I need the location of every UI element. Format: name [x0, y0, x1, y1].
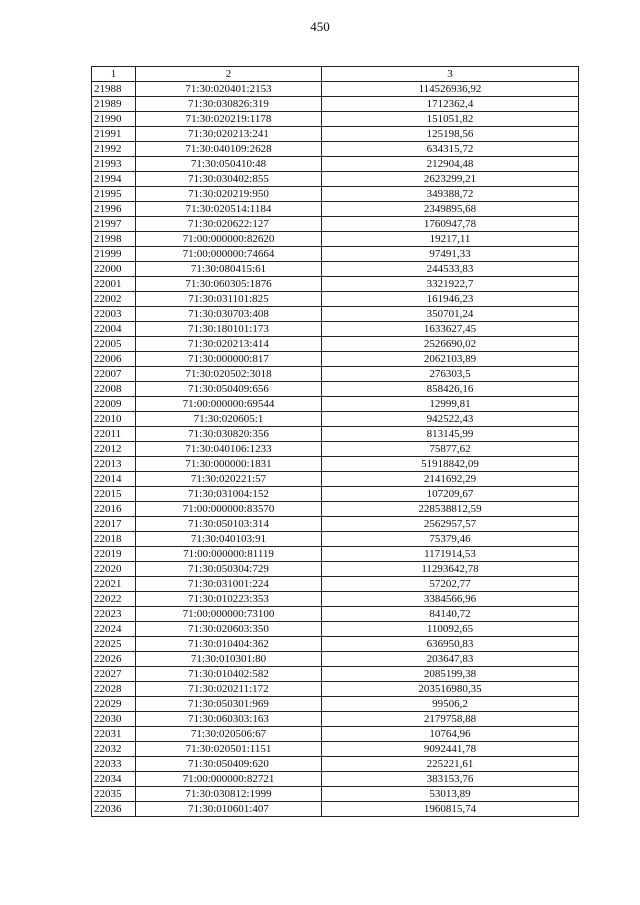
cadastral-value-cell: 1960815,74	[322, 802, 579, 817]
cadastral-value-cell: 19217,11	[322, 232, 579, 247]
cadastral-number-cell: 71:30:020501:1151	[136, 742, 322, 757]
cadastral-number-cell: 71:30:010601:407	[136, 802, 322, 817]
row-number-cell: 22016	[92, 502, 136, 517]
table-row	[92, 187, 579, 202]
row-number-cell: 22017	[92, 517, 136, 532]
row-number-cell: 21991	[92, 127, 136, 142]
table-row	[92, 352, 579, 367]
cadastral-value-cell: 75379,46	[322, 532, 579, 547]
table-row	[92, 517, 579, 532]
cadastral-value-cell: 349388,72	[322, 187, 579, 202]
cadastral-value-cell: 107209,67	[322, 487, 579, 502]
cadastral-value-cell: 3384566,96	[322, 592, 579, 607]
table-row	[92, 247, 579, 262]
row-number-cell: 22001	[92, 277, 136, 292]
cadastral-value-cell: 225221,61	[322, 757, 579, 772]
table-row	[92, 112, 579, 127]
row-number-cell: 21988	[92, 82, 136, 97]
cadastral-value-cell: 858426,16	[322, 382, 579, 397]
cadastral-number-cell: 71:30:060303:163	[136, 712, 322, 727]
cadastral-value-cell: 2085199,38	[322, 667, 579, 682]
cadastral-number-cell: 71:30:050103:314	[136, 517, 322, 532]
row-number-cell: 22009	[92, 397, 136, 412]
row-number-cell: 22020	[92, 562, 136, 577]
row-number-cell: 22010	[92, 412, 136, 427]
cadastral-number-cell: 71:30:010402:582	[136, 667, 322, 682]
cadastral-value-cell: 813145,99	[322, 427, 579, 442]
cadastral-value-cell: 1171914,53	[322, 547, 579, 562]
cadastral-value-cell: 53013,89	[322, 787, 579, 802]
cadastral-number-cell: 71:30:020603:350	[136, 622, 322, 637]
cadastral-value-cell: 942522,43	[322, 412, 579, 427]
cadastral-number-cell: 71:30:000000:1831	[136, 457, 322, 472]
table-row	[92, 262, 579, 277]
cadastral-value-cell: 203647,83	[322, 652, 579, 667]
cadastral-value-cell: 1633627,45	[322, 322, 579, 337]
table-row	[92, 217, 579, 232]
cadastral-value-cell: 57202,77	[322, 577, 579, 592]
table-body	[92, 82, 579, 817]
row-number-cell: 21992	[92, 142, 136, 157]
cadastral-number-cell: 71:30:040106:1233	[136, 442, 322, 457]
cadastral-number-cell: 71:00:000000:82721	[136, 772, 322, 787]
row-number-cell: 22002	[92, 292, 136, 307]
cadastral-value-cell: 212904,48	[322, 157, 579, 172]
table-row	[92, 427, 579, 442]
row-number-cell: 22032	[92, 742, 136, 757]
cadastral-value-cell: 203516980,35	[322, 682, 579, 697]
cadastral-value-cell: 636950,83	[322, 637, 579, 652]
cadastral-number-cell: 71:30:020219:1178	[136, 112, 322, 127]
row-number-cell: 22035	[92, 787, 136, 802]
row-number-cell: 22025	[92, 637, 136, 652]
cadastral-number-cell: 71:30:020221:57	[136, 472, 322, 487]
row-number-cell: 22027	[92, 667, 136, 682]
page-number: 450	[310, 19, 330, 34]
table-row	[92, 127, 579, 142]
row-number-cell: 21990	[92, 112, 136, 127]
cadastral-value-cell: 3321922,7	[322, 277, 579, 292]
cadastral-number-cell: 71:30:080415:61	[136, 262, 322, 277]
cadastral-value-cell: 161946,23	[322, 292, 579, 307]
cadastral-value-cell: 9092441,78	[322, 742, 579, 757]
table-row	[92, 367, 579, 382]
table-row	[92, 652, 579, 667]
cadastral-value-cell: 383153,76	[322, 772, 579, 787]
row-number-cell: 21997	[92, 217, 136, 232]
table-row	[92, 142, 579, 157]
cadastral-number-cell: 71:00:000000:83570	[136, 502, 322, 517]
cadastral-number-cell: 71:00:000000:74664	[136, 247, 322, 262]
table-row	[92, 307, 579, 322]
cadastral-number-cell: 71:30:010301:80	[136, 652, 322, 667]
table-row	[92, 202, 579, 217]
row-number-cell: 22008	[92, 382, 136, 397]
cadastral-value-cell: 75877,62	[322, 442, 579, 457]
table-row	[92, 607, 579, 622]
cadastral-value-cell: 350701,24	[322, 307, 579, 322]
cadastral-number-cell: 71:30:050409:656	[136, 382, 322, 397]
table-row	[92, 532, 579, 547]
cadastral-value-cell: 228538812,59	[322, 502, 579, 517]
table-row	[92, 487, 579, 502]
cadastral-value-cell: 114526936,92	[322, 82, 579, 97]
cadastral-number-cell: 71:30:031001:224	[136, 577, 322, 592]
table-row	[92, 322, 579, 337]
cadastral-number-cell: 71:30:030703:408	[136, 307, 322, 322]
cadastral-value-cell: 10764,96	[322, 727, 579, 742]
table-row	[92, 787, 579, 802]
cadastral-value-cell: 2562957,57	[322, 517, 579, 532]
cadastral-value-cell: 2141692,29	[322, 472, 579, 487]
row-number-cell: 21998	[92, 232, 136, 247]
cadastral-value-cell: 1760947,78	[322, 217, 579, 232]
cadastral-value-cell: 11293642,78	[322, 562, 579, 577]
table-row	[92, 622, 579, 637]
row-number-cell: 21995	[92, 187, 136, 202]
cadastral-number-cell: 71:30:020213:241	[136, 127, 322, 142]
cadastral-value-cell: 151051,82	[322, 112, 579, 127]
table-row	[92, 472, 579, 487]
row-number-cell: 22031	[92, 727, 136, 742]
cadastral-value-cell: 99506,2	[322, 697, 579, 712]
cadastral-number-cell: 71:30:020401:2153	[136, 82, 322, 97]
cadastral-number-cell: 71:30:030402:855	[136, 172, 322, 187]
table-row	[92, 577, 579, 592]
cadastral-number-cell: 71:30:030820:356	[136, 427, 322, 442]
cadastral-number-cell: 71:30:000000:817	[136, 352, 322, 367]
cadastral-number-cell: 71:00:000000:73100	[136, 607, 322, 622]
table-row	[92, 397, 579, 412]
row-number-cell: 21993	[92, 157, 136, 172]
cadastral-number-cell: 71:30:050410:48	[136, 157, 322, 172]
cadastral-number-cell: 71:30:031101:825	[136, 292, 322, 307]
cadastral-number-cell: 71:30:030812:1999	[136, 787, 322, 802]
row-number-cell: 22018	[92, 532, 136, 547]
table-row	[92, 412, 579, 427]
cadastral-value-cell: 244533,83	[322, 262, 579, 277]
cadastral-number-cell: 71:30:031004:152	[136, 487, 322, 502]
table-row	[92, 697, 579, 712]
table-row	[92, 172, 579, 187]
cadastral-number-cell: 71:30:050304:729	[136, 562, 322, 577]
table-row	[92, 502, 579, 517]
cadastral-number-cell: 71:30:020605:1	[136, 412, 322, 427]
column-header-2: 2	[136, 67, 322, 82]
cadastral-number-cell: 71:30:020506:67	[136, 727, 322, 742]
table-row	[92, 97, 579, 112]
cadastral-number-cell: 71:30:020213:414	[136, 337, 322, 352]
cadastral-value-cell: 125198,56	[322, 127, 579, 142]
table-row	[92, 292, 579, 307]
table-row	[92, 667, 579, 682]
header-row	[92, 67, 579, 82]
table-row	[92, 637, 579, 652]
cadastral-value-cell: 2062103,89	[322, 352, 579, 367]
row-number-cell: 21999	[92, 247, 136, 262]
row-number-cell: 22036	[92, 802, 136, 817]
table-row	[92, 277, 579, 292]
cadastral-number-cell: 71:30:040103:91	[136, 532, 322, 547]
cadastral-number-cell: 71:30:020211:172	[136, 682, 322, 697]
row-number-cell: 22004	[92, 322, 136, 337]
row-number-cell: 22033	[92, 757, 136, 772]
row-number-cell: 22028	[92, 682, 136, 697]
table-header	[92, 67, 579, 82]
row-number-cell: 21994	[92, 172, 136, 187]
cadastral-value-table	[91, 66, 579, 817]
table-row	[92, 802, 579, 817]
table-row	[92, 592, 579, 607]
table-row	[92, 382, 579, 397]
cadastral-number-cell: 71:30:020514:1184	[136, 202, 322, 217]
row-number-cell: 22003	[92, 307, 136, 322]
table-row	[92, 337, 579, 352]
cadastral-value-cell: 84140,72	[322, 607, 579, 622]
row-number-cell: 22005	[92, 337, 136, 352]
row-number-cell: 22030	[92, 712, 136, 727]
table-row	[92, 772, 579, 787]
table-row	[92, 562, 579, 577]
cadastral-number-cell: 71:00:000000:69544	[136, 397, 322, 412]
cadastral-value-cell: 2179758,88	[322, 712, 579, 727]
cadastral-value-cell: 634315,72	[322, 142, 579, 157]
cadastral-value-cell: 97491,33	[322, 247, 579, 262]
column-header-3: 3	[322, 67, 579, 82]
cadastral-number-cell: 71:30:180101:173	[136, 322, 322, 337]
row-number-cell: 22023	[92, 607, 136, 622]
cadastral-number-cell: 71:30:020622:127	[136, 217, 322, 232]
table-row	[92, 727, 579, 742]
cadastral-number-cell: 71:00:000000:82620	[136, 232, 322, 247]
table-row	[92, 547, 579, 562]
row-number-cell: 22024	[92, 622, 136, 637]
row-number-cell: 22006	[92, 352, 136, 367]
table-row	[92, 712, 579, 727]
row-number-cell: 22021	[92, 577, 136, 592]
table-row	[92, 457, 579, 472]
table-row	[92, 757, 579, 772]
table-row	[92, 682, 579, 697]
cadastral-number-cell: 71:30:010223:353	[136, 592, 322, 607]
row-number-cell: 22011	[92, 427, 136, 442]
row-number-cell: 22019	[92, 547, 136, 562]
cadastral-number-cell: 71:30:020502:3018	[136, 367, 322, 382]
cadastral-value-cell: 2526690,02	[322, 337, 579, 352]
table-row	[92, 442, 579, 457]
cadastral-value-cell: 1712362,4	[322, 97, 579, 112]
row-number-cell: 22013	[92, 457, 136, 472]
cadastral-value-cell: 12999,81	[322, 397, 579, 412]
row-number-cell: 22000	[92, 262, 136, 277]
row-number-cell: 21996	[92, 202, 136, 217]
cadastral-value-cell: 276303,5	[322, 367, 579, 382]
cadastral-number-cell: 71:00:000000:81119	[136, 547, 322, 562]
row-number-cell: 22014	[92, 472, 136, 487]
row-number-cell: 22034	[92, 772, 136, 787]
table-row	[92, 742, 579, 757]
cadastral-number-cell: 71:30:020219:950	[136, 187, 322, 202]
row-number-cell: 22015	[92, 487, 136, 502]
cadastral-number-cell: 71:30:040109:2628	[136, 142, 322, 157]
table-row	[92, 82, 579, 97]
cadastral-number-cell: 71:30:010404:362	[136, 637, 322, 652]
cadastral-number-cell: 71:30:050301:969	[136, 697, 322, 712]
row-number-cell: 22026	[92, 652, 136, 667]
cadastral-value-cell: 2623299,21	[322, 172, 579, 187]
table-row	[92, 232, 579, 247]
column-header-1: 1	[92, 67, 136, 82]
row-number-cell: 22012	[92, 442, 136, 457]
cadastral-number-cell: 71:30:050409:620	[136, 757, 322, 772]
cadastral-value-cell: 2349895,68	[322, 202, 579, 217]
row-number-cell: 22007	[92, 367, 136, 382]
table-row	[92, 157, 579, 172]
row-number-cell: 21989	[92, 97, 136, 112]
cadastral-number-cell: 71:30:060305:1876	[136, 277, 322, 292]
row-number-cell: 22022	[92, 592, 136, 607]
row-number-cell: 22029	[92, 697, 136, 712]
cadastral-value-cell: 110092,65	[322, 622, 579, 637]
cadastral-value-cell: 51918842,09	[322, 457, 579, 472]
cadastral-number-cell: 71:30:030826:319	[136, 97, 322, 112]
